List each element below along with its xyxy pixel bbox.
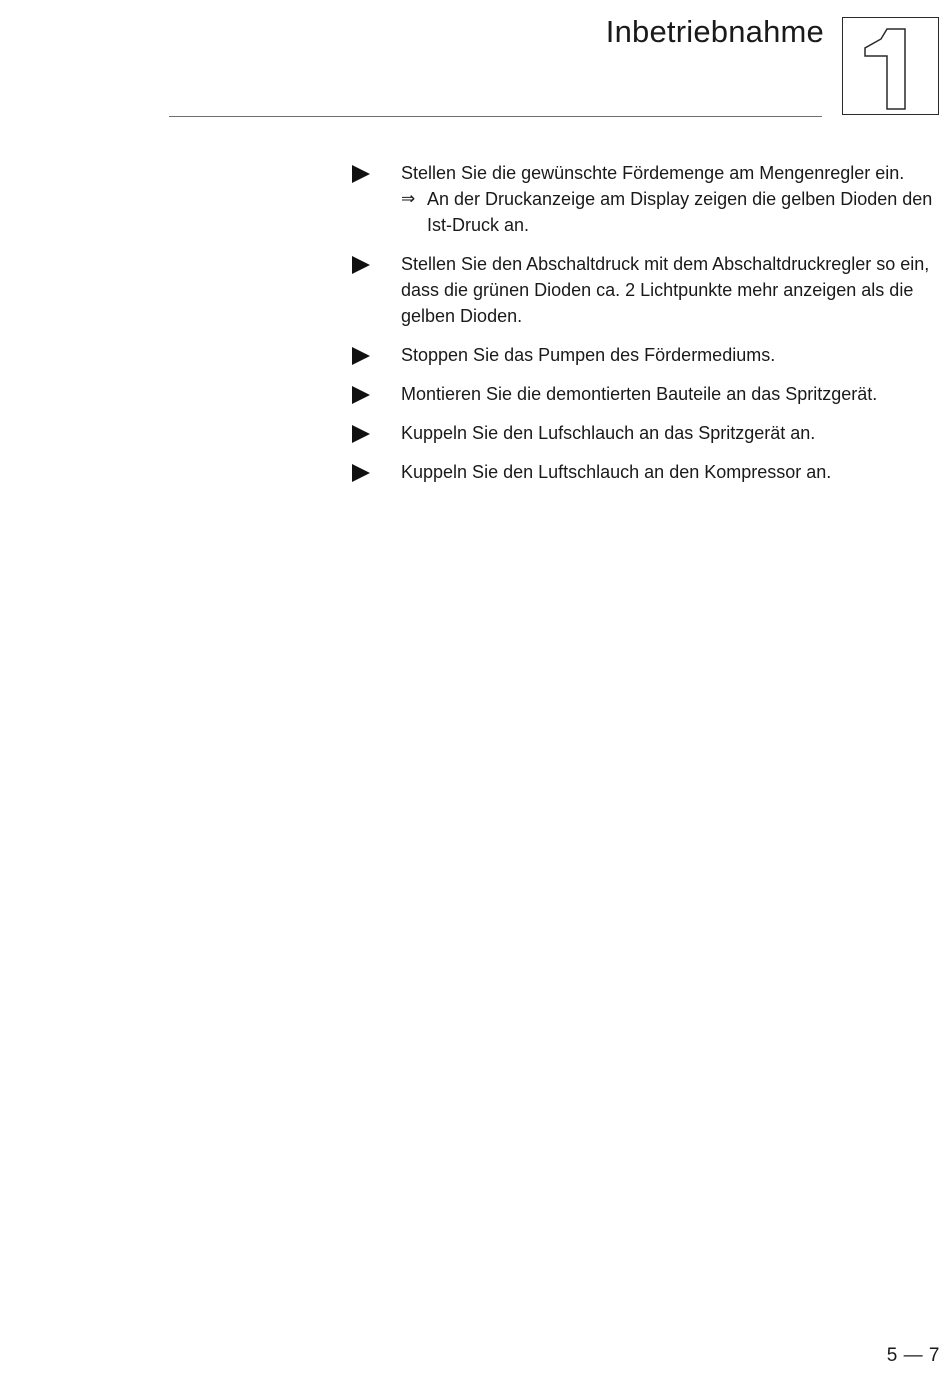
instruction-step	[352, 459, 946, 485]
instruction-step	[352, 160, 946, 238]
instruction-step	[352, 420, 946, 446]
triangle-bullet-icon	[352, 165, 370, 183]
chapter-number-box	[842, 17, 939, 115]
step-text: Stellen Sie den Abschaltdruck mit dem Abschaltdruckregler so ein, dass die grünen Dioden ca. 2 Lichtpunkte mehr anzeigen als die gelben Dioden.	[401, 254, 930, 326]
instruction-step	[352, 342, 946, 368]
triangle-bullet-icon	[352, 256, 370, 274]
page-number: 5 — 7	[886, 1345, 940, 1366]
instruction-step	[352, 251, 946, 329]
triangle-bullet-icon	[352, 347, 370, 365]
header-divider	[169, 116, 822, 117]
instruction-step	[352, 381, 946, 407]
step-text: Kuppeln Sie den Luftschlauch an den Kompressor an.	[401, 462, 832, 482]
chapter-title: Inbetriebnahme	[605, 14, 824, 49]
step-result-text: An der Druckanzeige am Display zeigen die gelben Dioden den Ist-Druck an.	[427, 189, 933, 235]
step-result	[401, 186, 946, 238]
step-text: Montieren Sie die demontierten Bauteile an das Spritzgerät.	[401, 384, 878, 404]
triangle-bullet-icon	[352, 464, 370, 482]
step-text: Stellen Sie die gewünschte Fördemenge am Mengenregler ein.	[401, 163, 905, 183]
instruction-list	[352, 160, 946, 498]
triangle-bullet-icon	[352, 386, 370, 404]
step-text: Kuppeln Sie den Lufschlauch an das Spritzgerät an.	[401, 423, 816, 443]
triangle-bullet-icon	[352, 425, 370, 443]
step-text: Stoppen Sie das Pumpen des Fördermediums.	[401, 345, 776, 365]
result-arrow-icon: ⇒	[401, 189, 416, 209]
chapter-number-outline-icon	[843, 18, 937, 113]
